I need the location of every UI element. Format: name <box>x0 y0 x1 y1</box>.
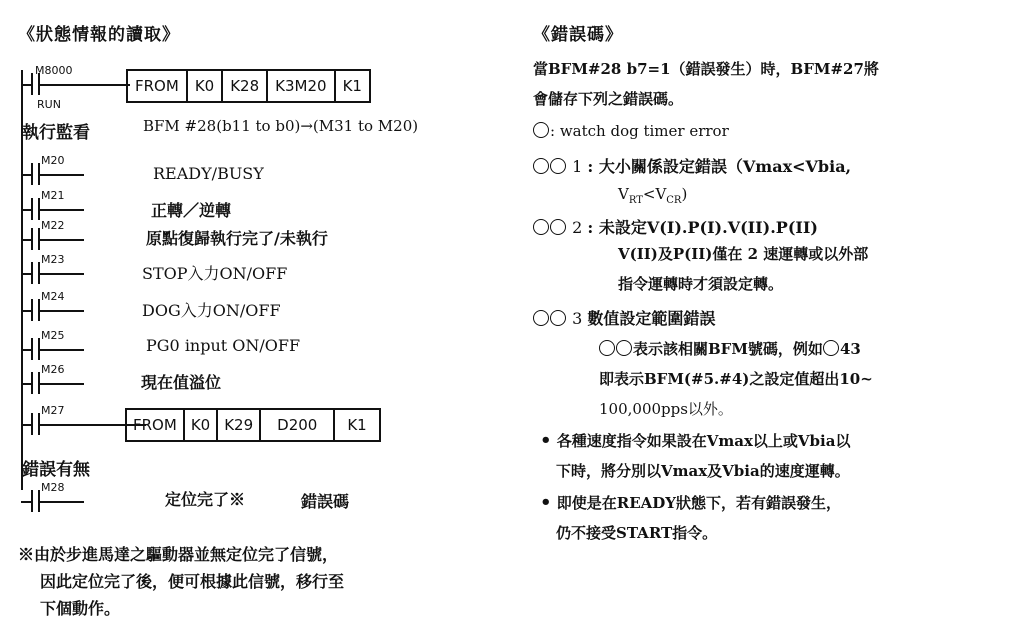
code-1-line-2: $V_{RT}<V_{CR}$) <box>618 185 688 206</box>
contact-m8000-label: M8000 <box>35 64 73 77</box>
exec-monitor-label: 執行監看 <box>22 123 90 143</box>
error-code-title: 《錯誤碼》 <box>533 25 623 45</box>
code-3-row <box>533 306 715 329</box>
circle-icon <box>550 310 566 326</box>
contact-m24: M24 <box>21 299 131 321</box>
instruction-from-k29 <box>125 408 381 442</box>
circle-icon <box>550 158 566 174</box>
bullet-icon: • <box>540 492 552 513</box>
status-text-m20: READY/BUSY <box>153 164 264 183</box>
circle-icon <box>550 219 566 235</box>
code-1-row <box>533 154 851 177</box>
code-3-line-3: 即表示BFM(#5.#4)之設定值超出10~ <box>599 370 873 388</box>
instr-cell: K29 <box>218 410 261 440</box>
status-text-m25: PG0 input ON/OFF <box>146 336 301 355</box>
contact-m8000 <box>21 64 131 95</box>
circle-icon <box>823 340 839 356</box>
code-2-line-2: V(II)及P(II)僅在 2 速運轉或以外部 <box>618 245 869 263</box>
bullet-icon: • <box>540 430 552 451</box>
code-3-line-1: 數值設定範圍錯誤 <box>587 309 716 328</box>
code-1-text: : 大小關係設定錯誤（Vmax<Vbia, <box>587 157 852 176</box>
instr-cell: K28 <box>223 71 268 101</box>
circle-icon <box>533 158 549 174</box>
instr-cell: K1 <box>342 77 362 95</box>
circle-icon <box>599 340 615 356</box>
code-0-row <box>533 122 729 140</box>
contact-run-label: RUN <box>37 98 61 111</box>
circle-icon <box>533 219 549 235</box>
code-3-line-4: 100,000pps以外。 <box>599 400 733 418</box>
code-3-number: 3 <box>572 309 583 328</box>
instr-cell: FROM <box>127 410 185 440</box>
contact-m22: M22 <box>21 228 131 250</box>
m28-text-positioning-done: 定位完了※ <box>165 490 246 509</box>
code-2-row <box>533 215 818 238</box>
note-line-3: 下個動作。 <box>40 599 121 618</box>
instr-cell: K0 <box>185 410 218 440</box>
status-text-m26: 現在值溢位 <box>141 373 222 392</box>
error-exist-label: 錯誤有無 <box>22 460 90 480</box>
contact-m25: M25 <box>21 338 131 360</box>
code-2-line-3: 指令運轉時才須設定轉。 <box>618 275 784 293</box>
code-0-text: : watch dog timer error <box>550 122 729 140</box>
status-read-title: 《狀態情報的讀取》 <box>18 25 180 45</box>
contact-m28: M28 <box>21 490 131 512</box>
m28-text-error-code: 錯誤碼 <box>301 492 350 511</box>
contact-m23: M23 <box>21 262 131 284</box>
contact-m21: M21 <box>21 198 131 220</box>
contact-m20: M20 <box>21 163 131 185</box>
note-line-1: ※由於步進馬達之驅動器並無定位完了信號， <box>18 545 339 564</box>
status-text-m24: DOG入力ON/OFF <box>142 301 281 320</box>
bullet-2-line-1: • 即使是在READY狀態下，若有錯誤發生， <box>540 492 842 513</box>
code-3-line-2: 表示該相關BFM號碼，例如 43 <box>599 338 861 359</box>
instr-cell: K1 <box>347 416 367 434</box>
status-text-m22: 原點復歸執行完了/未執行 <box>146 229 328 248</box>
instruction-from-k28 <box>126 69 371 103</box>
circle-icon <box>533 122 549 138</box>
instr-cell: D200 <box>261 410 335 440</box>
circle-icon <box>616 340 632 356</box>
bullet-2-line-2: 仍不接受START指令。 <box>556 524 718 542</box>
bullet-1-line-2: 下時，將分別以Vmax及Vbia的速度運轉。 <box>556 462 850 480</box>
code-2-line-1: : 未設定V(I).P(I).V(II).P(II) <box>587 218 818 237</box>
status-text-m23: STOP入力ON/OFF <box>142 264 288 283</box>
instr-cell: K3M20 <box>268 71 335 101</box>
intro-line-1: 當BFM#28 b7=1（錯誤發生）時，BFM#27將 <box>533 60 879 78</box>
circle-icon <box>533 310 549 326</box>
bullet-1-line-1: • 各種速度指令如果設在Vmax以上或Vbia以 <box>540 430 851 451</box>
instr-cell: FROM <box>128 71 188 101</box>
code-1-number: 1 <box>572 157 583 176</box>
instr-cell: K0 <box>188 71 223 101</box>
note-line-2: 因此定位完了後，便可根據此信號，移行至 <box>40 572 345 591</box>
intro-line-2: 會儲存下列之錯誤碼。 <box>533 90 684 108</box>
status-text-m21: 正轉／逆轉 <box>151 201 232 220</box>
contact-m27: M27 <box>21 413 131 435</box>
exec-monitor-desc: BFM #28(b11 to b0)→(M31 to M20) <box>143 117 419 135</box>
code-2-number: 2 <box>572 218 583 237</box>
contact-m26: M26 <box>21 372 131 394</box>
